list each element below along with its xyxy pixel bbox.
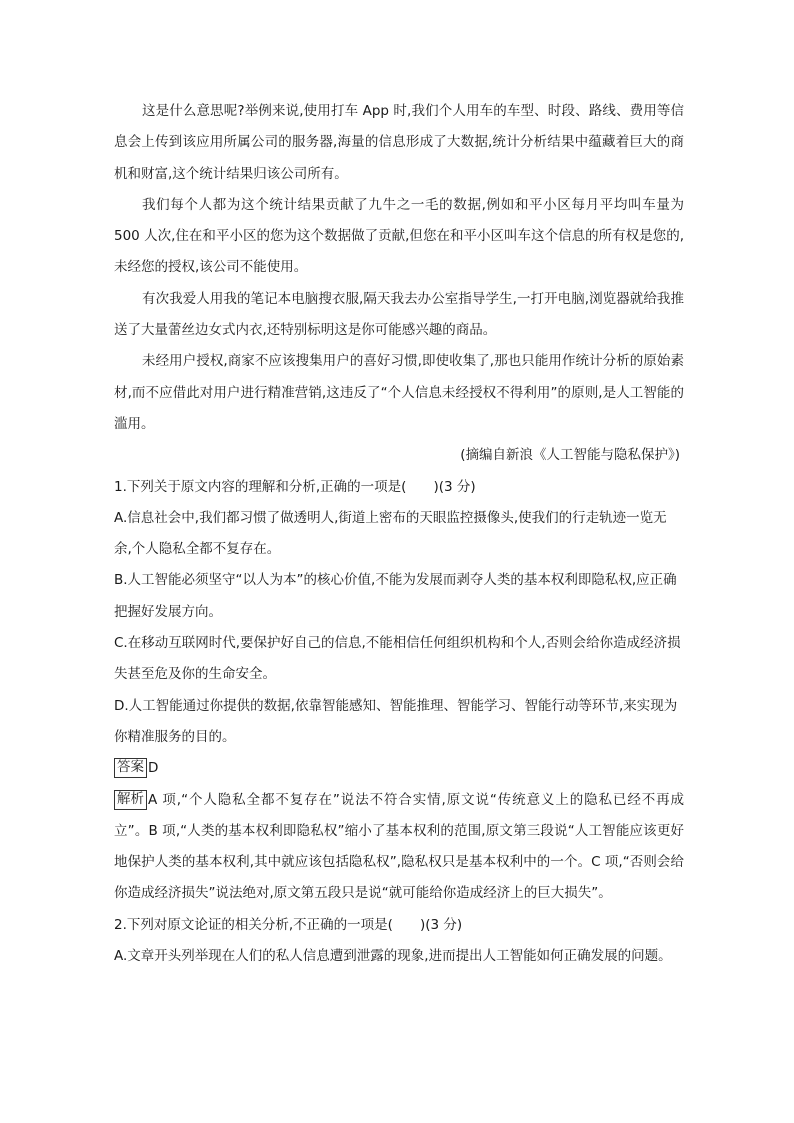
passage-paragraph-2: 我们每个人都为这个统计结果贡献了九牛之一毛的数据,例如和平小区每月平均叫车量为 500 人次,住在和平小区的您为这个数据做了贡献,但您在和平小区叫车这个信息的所有权是您的,未经您的授权,该公司不能使用。 (114, 196, 684, 276)
analysis-text: A 项,“个人隐私全都不复存在”说法不符合实情,原文说“传统意义上的隐私已经不再成立”。B 项,“人类的基本权利即隐私权”缩小了基本权利的范围,原文第三段说“人工智能应该更好地保护人类的基本权利,其中就应该包括隐私权”,隐私权只是基本权利中的一个。C 项,“否则会给你造成经济损失”说法绝对,原文第五段只是说“就可能给你造成经济上的巨大损失”。 (114, 791, 684, 902)
question-1-title: 1.下列关于原文内容的理解和分析,正确的一项是( )(3 分) (114, 478, 476, 495)
answer-value: D (148, 760, 159, 777)
passage-source: (摘编自新浪《人工智能与隐私保护》) (460, 447, 680, 464)
question-1-analysis (114, 785, 684, 910)
analysis-label: 解析 (114, 790, 147, 810)
question-1-option-d: D.人工智能通过你提供的数据,依靠智能感知、智能推理、智能学习、智能行动等环节,来实现为你精准服务的目的。 (114, 697, 678, 745)
answer-label: 答案 (114, 758, 147, 778)
passage-paragraph-4: 未经用户授权,商家不应该搜集用户的喜好习惯,即使收集了,那也只能用作统计分析的原始素材,而不应借此对用户进行精准营销,这违反了“个人信息未经授权不得利用”的原则,是人工智能的滥用。 (114, 353, 684, 432)
question-2-title: 2.下列对原文论证的相关分析,不正确的一项是( )(3 分) (114, 916, 463, 933)
question-1-option-c: C.在移动互联网时代,要保护好自己的信息,不能相信任何组织机构和个人,否则会给你造成经济损失甚至危及你的生命安全。 (114, 635, 681, 683)
document-page (114, 96, 684, 972)
question-1-option-b: B.人工智能必须坚守“以人为本”的核心价值,不能为发展而剥夺人类的基本权利即隐私权,应正确把握好发展方向。 (114, 572, 677, 620)
passage-paragraph-3: 有次我爱人用我的笔记本电脑搜衣服,隔天我去办公室指导学生,一打开电脑,浏览器就给我推送了大量蕾丝边女式内衣,还特别标明这是你可能感兴趣的商品。 (114, 290, 684, 339)
passage-paragraph-1: 这是什么意思呢?举例来说,使用打车 App 时,我们个人用车的车型、时段、路线、费用等信息会上传到该应用所属公司的服务器,海量的信息形成了大数据,统计分析结果中蕴藏着巨大的商机和财富,这个统计结果归该公司所有。 (114, 103, 684, 182)
question-1-answer (114, 753, 684, 784)
question-2-option-a: A.文章开头列举现在人们的私人信息遭到泄露的现象,进而提出人工智能如何正确发展的问题。 (114, 948, 672, 965)
question-1-option-a: A.信息社会中,我们都习惯了做透明人,街道上密布的天眼监控摄像头,使我们的行走轨迹一览无余,个人隐私全都不复存在。 (114, 509, 667, 558)
